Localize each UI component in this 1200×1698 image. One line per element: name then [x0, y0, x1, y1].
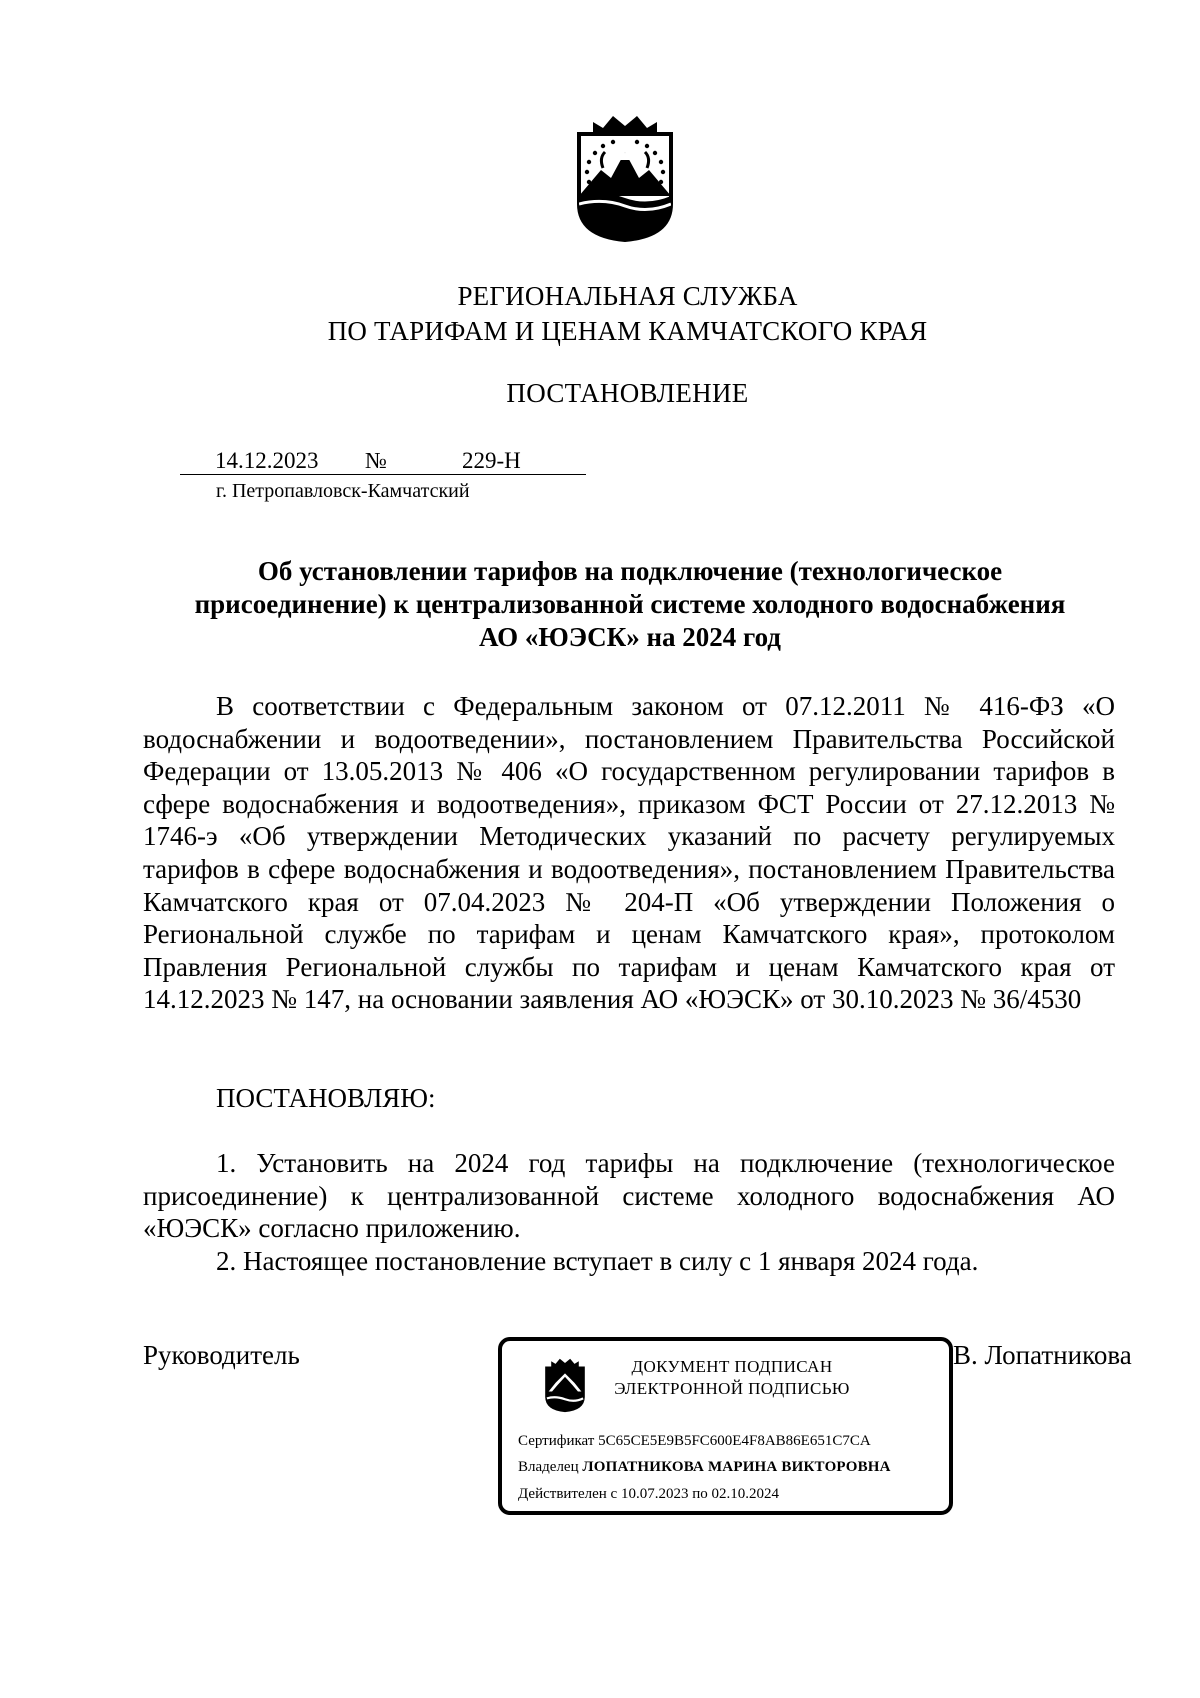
resolve-heading: ПОСТАНОВЛЯЮ:	[216, 1083, 436, 1113]
valid-from: 10.07.2023	[620, 1486, 689, 1502]
registration-date: 14.12.2023	[215, 448, 319, 473]
title-line-2: присоединение) к централизованной системе холодного водоснабжения	[194, 589, 1066, 619]
stamp-certificate	[518, 1433, 871, 1450]
stamp-title-line-1: ДОКУМЕНТ ПОДПИСАН	[631, 1357, 833, 1376]
stamp-owner	[518, 1459, 891, 1476]
number-sign: №	[365, 448, 387, 473]
owner-label: Владелец	[518, 1459, 579, 1475]
stamp-title-line-2: ЭЛЕКТРОННОЙ ПОДПИСЬЮ	[614, 1379, 850, 1398]
valid-to-label: по	[692, 1486, 708, 1502]
certificate-value: 5C65CE5E9B5FC600E4F8AB86E651C7CA	[598, 1433, 871, 1449]
organization-name	[0, 279, 1200, 349]
title-line-1: Об установлении тарифов на подключение (технологическое	[257, 556, 1003, 586]
title-line-3: АО «ЮЭСК» на 2024 год	[479, 622, 781, 652]
valid-label: Действителен с	[518, 1486, 618, 1502]
preamble-paragraph: В соответствии с Федеральным законом от 07.12.2011 № 416-ФЗ «О водоснабжении и водоотведении», постановлением Правительства Российской Федерации от 13.05.2013 № 406 «О государственном регулировании тарифов в сфере водоснабжения и водоотведения», приказом ФСТ России от 27.12.2013 № 1746-э «Об утверждении Методических указаний по расчету регулируемых тарифов в сфере водоснабжения и водоотведения», постановлением Правительства Камчатского края от 07.04.2023 № 204-П «Об утверждении Положения о Региональной службе по тарифам и ценам Камчатского края», протоколом Правления Региональной службы по тарифам и ценам Камчатского края от 14.12.2023 № 147, на основании заявления АО «ЮЭСК» от 30.10.2023 № 36/4530	[143, 691, 1115, 1015]
signatory-position: Руководитель	[143, 1340, 300, 1370]
organization-line-2: ПО ТАРИФАМ И ЦЕНАМ КАМЧАТСКОГО КРАЯ	[327, 316, 928, 346]
kamchatka-coat-of-arms-icon	[573, 112, 677, 242]
signatory-name: В. Лопатникова	[953, 1340, 1132, 1370]
registration-line	[180, 444, 586, 475]
item-2-paragraph: 2. Настоящее постановление вступает в силу с 1 января 2024 года.	[216, 1246, 979, 1276]
certificate-label: Сертификат	[518, 1433, 595, 1449]
electronic-signature-stamp	[498, 1337, 953, 1515]
stamp-emblem-icon	[542, 1357, 588, 1413]
organization-line-1: РЕГИОНАЛЬНАЯ СЛУЖБА	[457, 281, 798, 311]
stamp-validity	[518, 1486, 779, 1503]
city: г. Петропавловск-Камчатский	[216, 480, 470, 502]
item-1-paragraph: 1. Установить на 2024 год тарифы на подключение (технологическое присоединение) к централизованной системе холодного водоснабжения АО «ЮЭСК» согласно приложению.	[143, 1148, 1115, 1244]
owner-value: ЛОПАТНИКОВА МАРИНА ВИКТОРОВНА	[582, 1459, 891, 1475]
valid-to: 02.10.2024	[711, 1486, 779, 1502]
document-type: ПОСТАНОВЛЕНИЕ	[506, 378, 749, 408]
stamp-title	[602, 1356, 862, 1400]
document-title	[140, 555, 1120, 654]
registration-number: 229-Н	[462, 448, 521, 473]
